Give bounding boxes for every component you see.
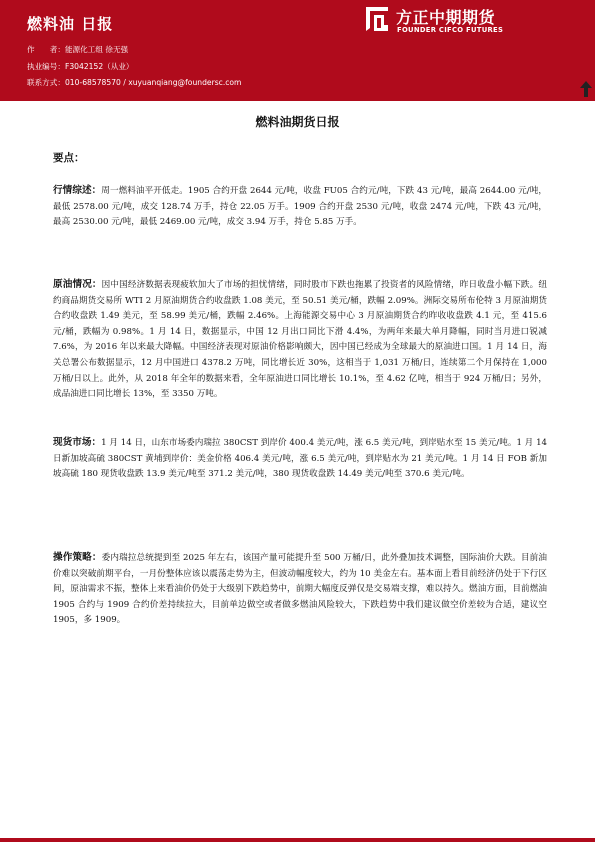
- founder-cifco-logo: [362, 4, 567, 38]
- section-label: 现货市场：: [53, 437, 102, 448]
- section-label: 原油情况：: [53, 279, 102, 290]
- section-text: 1 月 14 日，山东市场委内瑞拉 380CST 到岸价 400.4 美元/吨，涨 6.5 美元/吨，到岸贴水至 15 美元/吨。1 月 14 日新加坡高硫 380CST 黄埔到岸价：美金价格 406.4 美元/吨，涨 6.5 美元/吨，到岸贴水为 21 美元/吨。1 月 14 日 FOB 新加坡高硫 180 现货收盘跌 13.9 美元/吨至 371.2 美元/吨，380 现货收盘跌 14.49 美元/吨至 370.6 美元/吨。: [53, 438, 548, 480]
- document-title: 燃料油期货日报: [255, 115, 340, 129]
- section-crude-oil: [53, 277, 547, 403]
- contact-line: 联系方式：010-68578570 / xuyuanqiang@foundersc.com: [27, 78, 242, 87]
- report-title: 燃料油 日报: [27, 15, 114, 33]
- report-header: [0, 0, 595, 101]
- section-spot-market: [53, 435, 547, 483]
- section-label: 行情综述：: [53, 185, 102, 196]
- section-text: 周一燃料油平开低走。1905 合约开盘 2644 元/吨，收盘 FU05 合约元/吨，下跌 43 元/吨，最高 2644.00 元/吨，最低 2578.00 元/吨，成交 128.74 万手，持仓 22.05 万手。1909 合约开盘 2530 元/吨，收盘 2474 元/吨，下跌 43 元/吨，最高 2530.00 元/吨，最低 2469.00 元/吨，成交 3.94 万手，持仓 5.85 万手。: [53, 186, 547, 228]
- section-market-overview: [53, 183, 547, 231]
- founder-logo-icon: [362, 4, 392, 34]
- section-text: 委内瑞拉总统提到至 2025 年左右，该国产量可能提升至 500 万桶/日，此外叠加技术调整，国际油价大跌。目前油价难以突破前期平台，一月份整体应该以震荡走势为主，但波动幅度较大，约为 10 美金左右。基本面上看目前经济仍处于下行区间，原油需求不振，整体上来看油价仍处于大级别下跌趋势中，前期大幅度反弹仅是交易端支撑，难以持久。燃油方面，目前燃油 1905 合约与 1909 合约价差持续拉大，目前单边做空或者做多燃油风险较大，下跌趋势中我们建议做空价差较为合适，建议空 1905，多 1909。: [53, 553, 547, 626]
- section-text: 因中国经济数据表现疲软加大了市场的担忧情绪，同时股市下跌也拖累了投资者的风险情绪，昨日收盘小幅下跌。纽约商品期货交易所 WTI 2 月原油期货合约收盘跌 1.08 美元，至 50.51 美元/桶，跌幅 2.09%。洲际交易所布伦特 3 月原油期货合约收盘跌 1.49 美元，至 58.99 美元/桶，跌幅 2.46%。上海能源交易中心 3 月原油期货合约昨收收盘跌 4.1 元，至 415.6 元/桶，跌幅为 0.98%。1 月 14 日，数据显示，中国 12 月出口同比下滑 4.4%，为两年来最大单月降幅，同时当月进口锐减 7.6%，为 2016 年以来最大降幅。中国经济表现对原油价格影响颇大，因中国已经成为全球最大的原油进口国。1 月 14 日，海关总署公布数据显示，12 月中国进口 4378.2 万吨，同比增长近 30%，这相当于 1,031 万桶/日，连续第二个月保持在 1,000 万桶/日以上。此外，从 2018 年全年的数据来看，全年原油进口同比增长 10.1%，至 4.62 亿吨，相当于 924 万桶/日；另外，成品油进口同比增长 13%，至 3350 万吨。: [53, 280, 547, 400]
- up-arrow-icon[interactable]: [579, 80, 593, 98]
- key-points-heading: 要点：: [53, 152, 85, 164]
- section-label: 操作策略：: [53, 552, 102, 563]
- section-strategy: [53, 550, 547, 629]
- author-line: 作 者：能源化工组 徐无强: [27, 45, 129, 54]
- footer-divider: [0, 838, 595, 842]
- logo-chinese-name: 方正中期期货: [396, 8, 496, 27]
- license-line: 执业编号：F3042152（从业）: [27, 62, 134, 71]
- logo-english-name: FOUNDER CIFCO FUTURES: [397, 26, 504, 34]
